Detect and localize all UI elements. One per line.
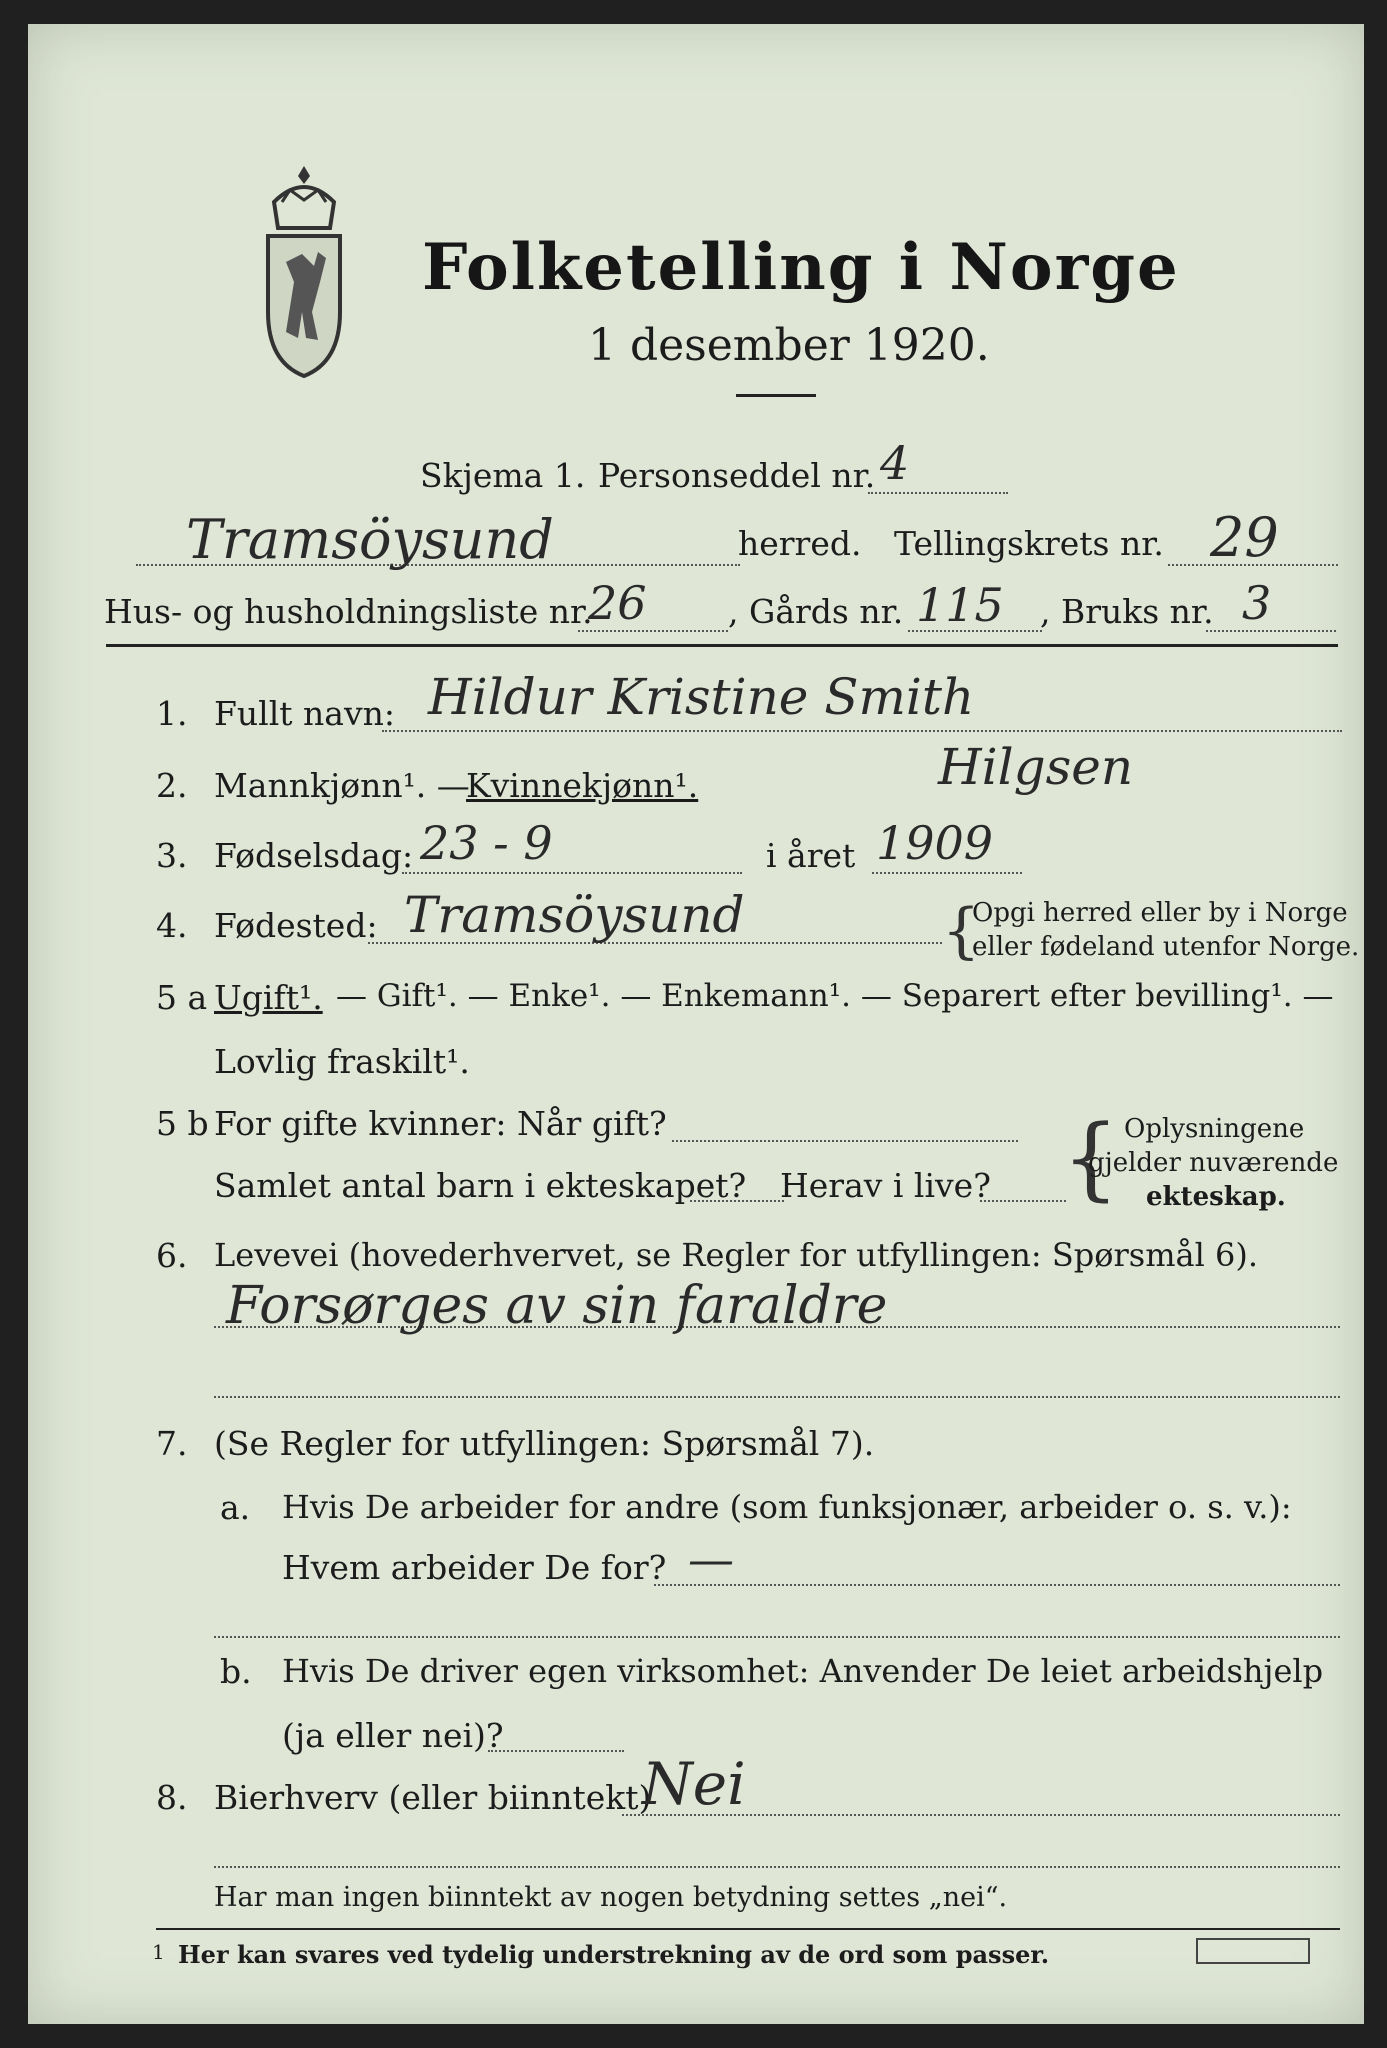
side-income-label: Bierhverv (eller biinntekt): [214, 1778, 652, 1817]
marriage-note-line3: ekteskap.: [1146, 1182, 1286, 1212]
bruks-value[interactable]: 3: [1242, 576, 1272, 630]
field-8-number: 8.: [156, 1778, 188, 1817]
employer-label: Hvem arbeider De for?: [282, 1548, 667, 1587]
brace-left: {: [942, 896, 981, 966]
occupation-label: Levevei (hovederhvervet, se Regler for utfyllingen: Spørsmål 6).: [214, 1236, 1259, 1274]
header-divider: [106, 644, 1338, 647]
birthday-value[interactable]: 23 - 9: [420, 816, 553, 870]
children-count-label: Samlet antal barn i ekteskapet?: [214, 1166, 747, 1205]
printer-stamp-icon: [1196, 1938, 1310, 1964]
title-divider: [736, 394, 816, 397]
full-name-label: Fullt navn:: [214, 694, 395, 733]
tellingskrets-label: Tellingskrets nr.: [894, 524, 1164, 563]
full-name-value[interactable]: Hildur Kristine Smith: [428, 668, 975, 726]
birthplace-note-line2: eller fødeland utenfor Norge.: [972, 932, 1360, 962]
birthplace-value[interactable]: Tramsöysund: [404, 886, 745, 944]
female-option-underlined[interactable]: Kvinnekjønn¹.: [466, 766, 699, 805]
field-4-number: 4.: [156, 906, 188, 945]
self-employed-question-label: Hvis De driver egen virksomhet: Anvender De leiet arbeidshjelp: [282, 1652, 1324, 1690]
personseddel-value[interactable]: 4: [880, 436, 910, 490]
husliste-value[interactable]: 26: [588, 576, 647, 630]
field-2-number: 2.: [156, 766, 188, 805]
field-7-number: 7.: [156, 1424, 188, 1463]
marriage-note-line2: gjelder nuværende: [1088, 1148, 1339, 1178]
gards-label: , Gårds nr.: [728, 592, 904, 631]
census-form-sheet: [28, 24, 1364, 2024]
divorced-option[interactable]: Lovlig fraskilt¹.: [214, 1042, 470, 1081]
tellingskrets-value[interactable]: 29: [1210, 506, 1279, 569]
occupation-value[interactable]: Forsørges av sin faraldre: [226, 1276, 888, 1336]
herred-label: herred.: [738, 524, 862, 563]
norwegian-coat-of-arms-icon: [256, 162, 352, 382]
birthplace-label: Fødested:: [214, 906, 378, 945]
husliste-label: Hus- og husholdningsliste nr.: [104, 592, 593, 631]
marital-status-options[interactable]: — Gift¹. — Enke¹. — Enkemann¹. — Separert efter bevilling¹. —: [336, 978, 1334, 1014]
skjema-label: Skjema 1.: [420, 456, 586, 495]
footnote-divider: [156, 1928, 1340, 1930]
male-option[interactable]: Mannkjønn¹. —: [214, 766, 470, 805]
brace-5b: {: [1062, 1106, 1120, 1211]
children-alive-label: Herav i live?: [780, 1166, 991, 1205]
bruks-label: , Bruks nr.: [1040, 592, 1214, 631]
full-name-value-line2[interactable]: Hilgsen: [938, 738, 1134, 796]
unmarried-option-underlined[interactable]: Ugift¹.: [214, 978, 323, 1017]
gards-value[interactable]: 115: [916, 578, 1004, 632]
birth-year-label: i året: [766, 836, 856, 875]
footnote-text: Her kan svares ved tydelig understrekning av de ord som passer.: [178, 1940, 1050, 1969]
yes-no-label: (ja eller nei)?: [282, 1716, 504, 1755]
side-income-note: Har man ingen biinntekt av nogen betydning settes „nei“.: [214, 1882, 1008, 1913]
personseddel-label: Personseddel nr.: [598, 456, 876, 495]
field-7-label: (Se Regler for utfyllingen: Spørsmål 7).: [214, 1424, 875, 1463]
field-3-number: 3.: [156, 836, 188, 875]
field-1-number: 1.: [156, 694, 188, 733]
form-title: Folketelling i Norge: [422, 230, 1180, 305]
herred-value[interactable]: Tramsöysund: [186, 508, 554, 571]
marriage-note-line1: Oplysningene: [1124, 1114, 1305, 1144]
field-5a-number: 5 a: [156, 978, 208, 1017]
field-5b-number: 5 b: [156, 1104, 209, 1143]
field-7a-letter: a.: [220, 1488, 251, 1527]
employee-question-label: Hvis De arbeider for andre (som funksjonær, arbeider o. s. v.):: [282, 1488, 1292, 1526]
married-when-label: For gifte kvinner: Når gift?: [214, 1104, 667, 1143]
side-income-value[interactable]: Nei: [642, 1750, 746, 1818]
census-date: 1 desember 1920.: [588, 320, 990, 371]
field-7b-letter: b.: [220, 1652, 252, 1691]
birthplace-note-line1: Opgi herred eller by i Norge: [972, 898, 1348, 928]
field-6-number: 6.: [156, 1236, 188, 1275]
footnote-marker: 1: [152, 1940, 165, 1964]
employer-value[interactable]: —: [688, 1532, 734, 1586]
birthday-label: Fødselsdag:: [214, 836, 414, 875]
birth-year-value[interactable]: 1909: [876, 816, 994, 870]
